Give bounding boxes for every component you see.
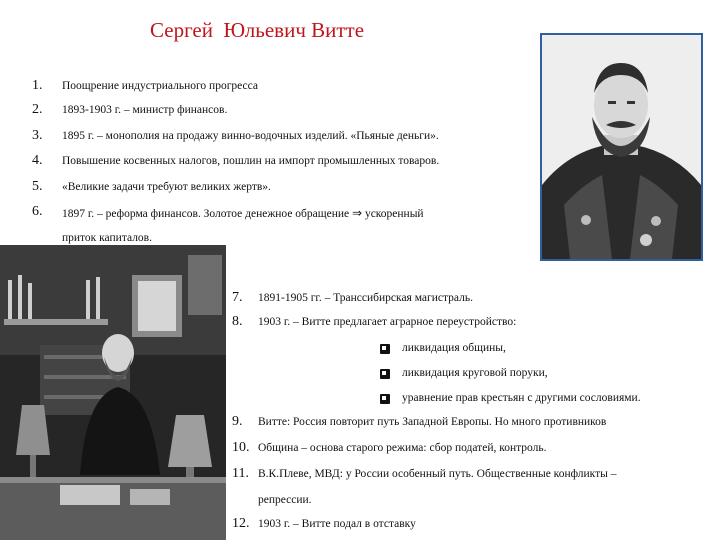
witte-portrait-image	[540, 33, 703, 261]
item-6-text-continued: приток капиталов.	[62, 232, 152, 244]
item-6-text-part-1: 1897 г. – реформа финансов. Золотое денежное обращение	[62, 208, 350, 220]
witte-office-photo	[0, 245, 226, 540]
square-bullet-icon	[380, 394, 390, 404]
item-9-text: Витте: Россия повторит путь Западной Европы. Но много противников	[258, 416, 607, 428]
item-3-number: 3.	[32, 128, 43, 143]
item-2-text: 1893-1903 г. – министр финансов.	[62, 104, 228, 116]
item-4-number: 4.	[32, 153, 43, 168]
item-11-number: 11.	[232, 466, 249, 481]
item-10-number: 10.	[232, 440, 250, 455]
item-11-text: В.К.Плеве, МВД: у России особенный путь. Общественные конфликты –	[258, 468, 617, 480]
item-8-number: 8.	[232, 314, 243, 329]
item-1-number: 1.	[32, 78, 43, 93]
item-7-text: 1891-1905 гг. – Транссибирская магистраль.	[258, 292, 473, 304]
item-1-text: Поощрение индустриального прогресса	[62, 80, 258, 92]
item-4-text: Повышение косвенных налогов, пошлин на импорт промышленных товаров.	[62, 155, 440, 167]
item-6-text-part-2: ускоренный	[364, 208, 424, 220]
item-8-text: 1903 г. – Витте предлагает аграрное переустройство:	[258, 316, 517, 328]
sub-bullet-3: уравнение прав крестьян с другими сословиями.	[402, 392, 641, 404]
item-3-text: 1895 г. – монополия на продажу винно-водочных изделий. «Пьяные деньги».	[62, 130, 439, 142]
square-bullet-icon	[380, 369, 390, 379]
sub-bullet-1: ликвидация общины,	[402, 342, 506, 354]
item-11-text-continued: репрессии.	[258, 494, 312, 506]
sub-bullet-2: ликвидация круговой поруки,	[402, 367, 548, 379]
item-10-text: Община – основа старого режима: сбор податей, контроль.	[258, 442, 547, 454]
implies-arrow-icon: ⇒	[352, 206, 363, 220]
page-title: Сергей Юльевич Витте	[150, 18, 365, 42]
item-12-number: 12.	[232, 516, 250, 531]
item-5-text: «Великие задачи требуют великих жертв».	[62, 181, 271, 193]
item-6-number: 6.	[32, 204, 43, 219]
item-9-number: 9.	[232, 414, 243, 429]
item-12-text: 1903 г. – Витте подал в отставку	[258, 518, 416, 530]
square-bullet-icon	[380, 344, 390, 354]
item-5-number: 5.	[32, 179, 43, 194]
item-6-text	[62, 206, 424, 220]
item-2-number: 2.	[32, 102, 43, 117]
item-7-number: 7.	[232, 290, 243, 305]
